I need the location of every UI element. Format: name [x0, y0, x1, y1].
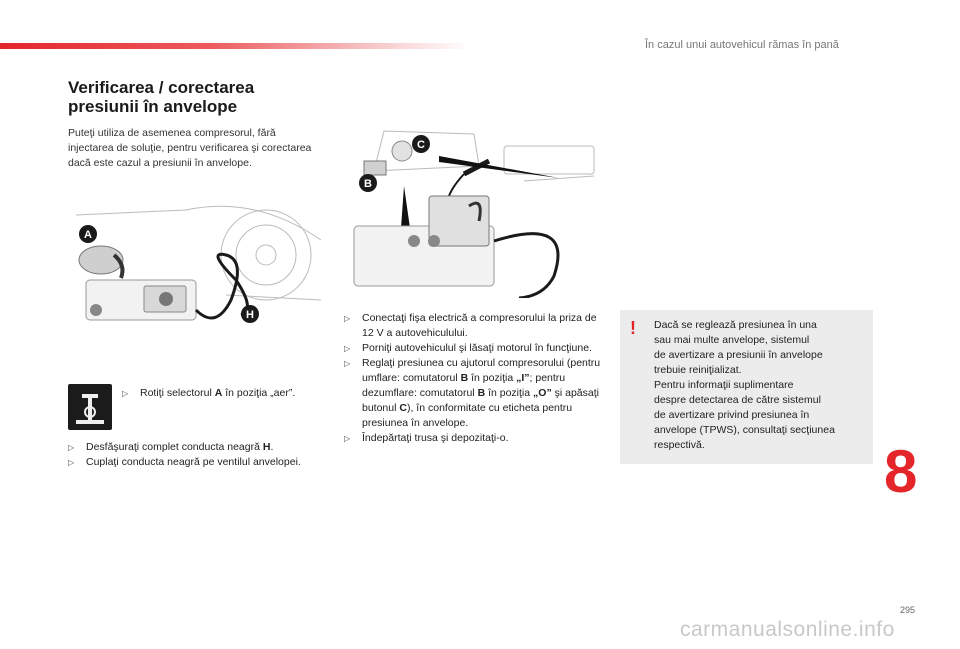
step-connect-valve: ▷ Cuplaţi conducta neagră pe ventilul anvelopei.: [68, 455, 328, 470]
step-rotate-selector: ▷ Rotiţi selectorul A în poziţia „aer”.: [122, 386, 332, 401]
header-accent-bar: [0, 43, 470, 49]
page-heading-line1: Verificarea / corectarea: [68, 78, 255, 97]
step-unroll-hose: ▷ Desfăşuraţi complet conducta neagră H.: [68, 440, 328, 455]
air-selector-thumbnail: [68, 384, 112, 430]
compressor-wheel-illustration: [66, 200, 328, 340]
step-adjust-pressure: ▷ Reglaţi presiunea cu ajutorul compresorului (pentru umflare: comutatorul B în poziţia „I”; pentru dezumflare: comutatorul B în poziţia „O” şi apăsaţi butonul C), în conformitate cu eticheta pentru presiunea în anvelope.: [344, 356, 606, 431]
section-title: În cazul unui autovehicul rămas în pană: [645, 39, 839, 51]
page-heading: [68, 78, 328, 116]
label-a: A: [84, 229, 92, 241]
warning-icon: !: [630, 318, 636, 338]
label-b: B: [364, 178, 372, 190]
steps-selector: [122, 386, 332, 401]
label-b-badge: [359, 174, 377, 192]
page-heading-line2: presiunii în anvelope: [68, 97, 238, 116]
label-h-badge: [241, 305, 259, 323]
compressor-socket-illustration: [344, 126, 600, 298]
label-c-badge: [412, 135, 430, 153]
chapter-number: 8: [884, 438, 918, 505]
page-number: 295: [900, 605, 916, 615]
warning-box: [620, 310, 873, 464]
label-a-badge: [79, 225, 97, 243]
steps-compressor: [344, 311, 606, 446]
watermark: carmanualsonline.info: [680, 618, 895, 641]
step-connect-plug: ▷ Conectaţi fişa electrică a compresorului la priza de 12 V a autovehiculului.: [344, 311, 606, 341]
steps-hose: [68, 440, 328, 470]
step-store-kit: ▷ Îndepărtaţi trusa şi depozitaţi-o.: [344, 431, 606, 446]
warning-text: Dacă se reglează presiunea în una sau mai multe anvelope, sistemul de avertizare a presiunii în anvelope trebuie reiniţializat. Pentru informaţii suplimentare despre detectarea de către sistemul de avertizare privind presiunea în anvelope (TPWS), consultaţi secţiunea respectivă.: [654, 319, 835, 451]
label-h: H: [246, 309, 254, 321]
label-c: C: [417, 139, 425, 151]
step-start-engine: ▷ Porniţi autovehiculul şi lăsaţi motorul în funcţiune.: [344, 341, 606, 356]
air-selector-icon: [68, 384, 112, 430]
intro-paragraph: Puteţi utiliza de asemenea compresorul, fără injectarea de soluţie, pentru verificarea şi corectarea dacă este cazul a presiunii în anvelope.: [68, 127, 312, 169]
